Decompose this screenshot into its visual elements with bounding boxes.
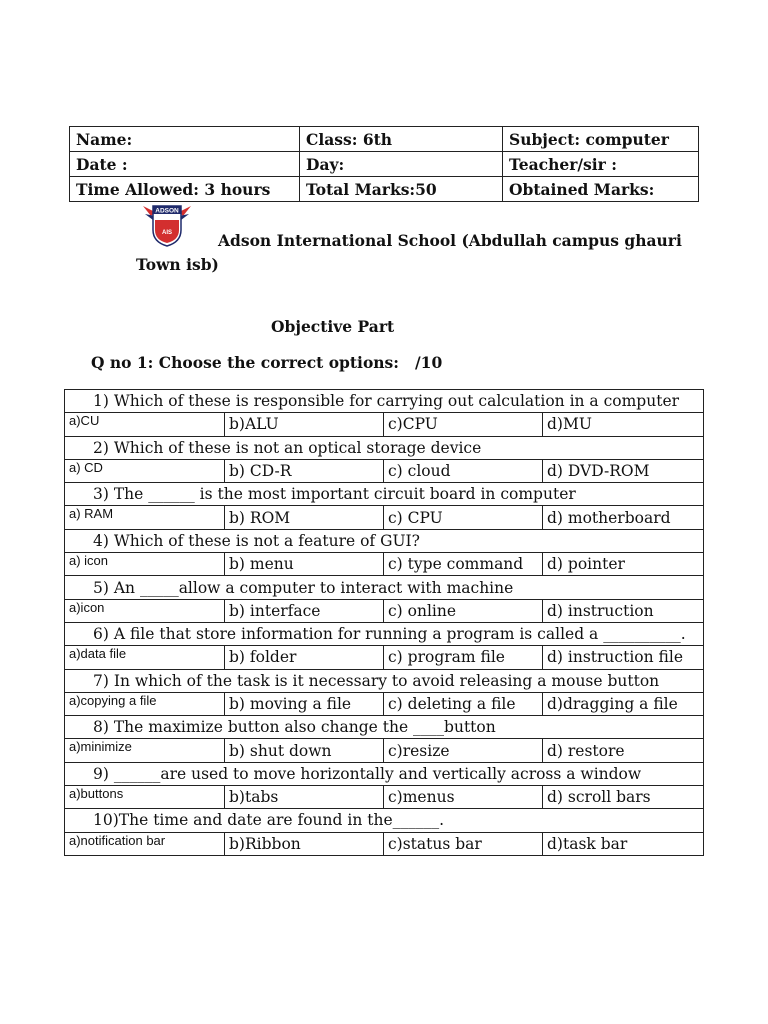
option-cell: c)CPU [384,413,543,436]
question-row [65,669,704,692]
question-text: 9) ______are used to move horizontally and vertically across a window [65,762,704,785]
option-cell: b) interface [225,599,384,622]
option-cell: a)copying a file [65,692,225,715]
option-cell: a)buttons [65,786,225,809]
option-cell: c) CPU [384,506,543,529]
question-row [65,529,704,552]
options-row [65,413,704,436]
options-row [65,459,704,482]
question-text: 3) The ______ is the most important circuit board in computer [65,483,704,506]
question-row [65,483,704,506]
school-name-line2: Town isb) [136,255,219,274]
options-row [65,553,704,576]
option-cell: a)data file [65,646,225,669]
option-cell: b) moving a file [225,692,384,715]
question-text: 10)The time and date are found in the______. [65,809,704,832]
option-cell: d)MU [543,413,704,436]
info-cell: Time Allowed: 3 hours [70,177,300,202]
question-row [65,622,704,645]
question-text: 6) A file that store information for running a program is called a __________. [65,622,704,645]
option-cell: d) DVD-ROM [543,459,704,482]
option-cell: c)menus [384,786,543,809]
option-cell: b) folder [225,646,384,669]
option-cell: a) icon [65,553,225,576]
option-cell: a) RAM [65,506,225,529]
info-row [70,152,699,177]
question-text: 1) Which of these is responsible for carrying out calculation in a computer [65,390,704,413]
question-text: 4) Which of these is not a feature of GUI? [65,529,704,552]
question-row [65,576,704,599]
options-row [65,832,704,855]
option-cell: c) online [384,599,543,622]
question-text: 2) Which of these is not an optical storage device [65,436,704,459]
option-cell: d) instruction file [543,646,704,669]
school-logo [141,200,193,248]
option-cell: a) CD [65,459,225,482]
info-cell: Obtained Marks: [503,177,699,202]
info-cell: Total Marks:50 [300,177,503,202]
info-cell: Name: [70,127,300,152]
info-cell: Date : [70,152,300,177]
question-heading: Q no 1: Choose the correct options: [91,353,400,372]
info-cell: Subject: computer [503,127,699,152]
logo-text-bottom: AIS [161,230,173,236]
option-cell: c) type command [384,553,543,576]
question-marks: /10 [415,353,443,372]
question-row [65,436,704,459]
options-row [65,506,704,529]
option-cell: d) scroll bars [543,786,704,809]
option-cell: b) menu [225,553,384,576]
info-cell: Class: 6th [300,127,503,152]
question-row [65,390,704,413]
option-cell: c) deleting a file [384,692,543,715]
question-row [65,762,704,785]
options-row [65,739,704,762]
option-cell: c) cloud [384,459,543,482]
option-cell: b) shut down [225,739,384,762]
options-row [65,646,704,669]
option-cell: d) instruction [543,599,704,622]
options-row [65,692,704,715]
question-text: 5) An _____allow a computer to interact with machine [65,576,704,599]
option-cell: b) CD-R [225,459,384,482]
mcq-table [64,389,704,856]
option-cell: d)task bar [543,832,704,855]
option-cell: b)tabs [225,786,384,809]
info-row [70,127,699,152]
option-cell: c)status bar [384,832,543,855]
option-cell: d) restore [543,739,704,762]
info-cell: Teacher/sir : [503,152,699,177]
info-cell: Day: [300,152,503,177]
option-cell: b)Ribbon [225,832,384,855]
info-row [70,177,699,202]
question-row [65,716,704,739]
option-cell: a)icon [65,599,225,622]
option-cell: c) program file [384,646,543,669]
section-title: Objective Part [271,317,395,336]
question-row [65,809,704,832]
options-row [65,786,704,809]
option-cell: d) pointer [543,553,704,576]
option-cell: c)resize [384,739,543,762]
school-name-line1: Adson International School (Abdullah campus ghauri [218,231,682,250]
question-text: 7) In which of the task is it necessary to avoid releasing a mouse button [65,669,704,692]
option-cell: a)notification bar [65,832,225,855]
option-cell: a)minimize [65,739,225,762]
option-cell: b) ROM [225,506,384,529]
option-cell: d)dragging a file [543,692,704,715]
student-info-table [69,126,699,202]
option-cell: b)ALU [225,413,384,436]
options-row [65,599,704,622]
question-text: 8) The maximize button also change the ____button [65,716,704,739]
option-cell: d) motherboard [543,506,704,529]
logo-text-top: ADSON [155,207,179,215]
option-cell: a)CU [65,413,225,436]
